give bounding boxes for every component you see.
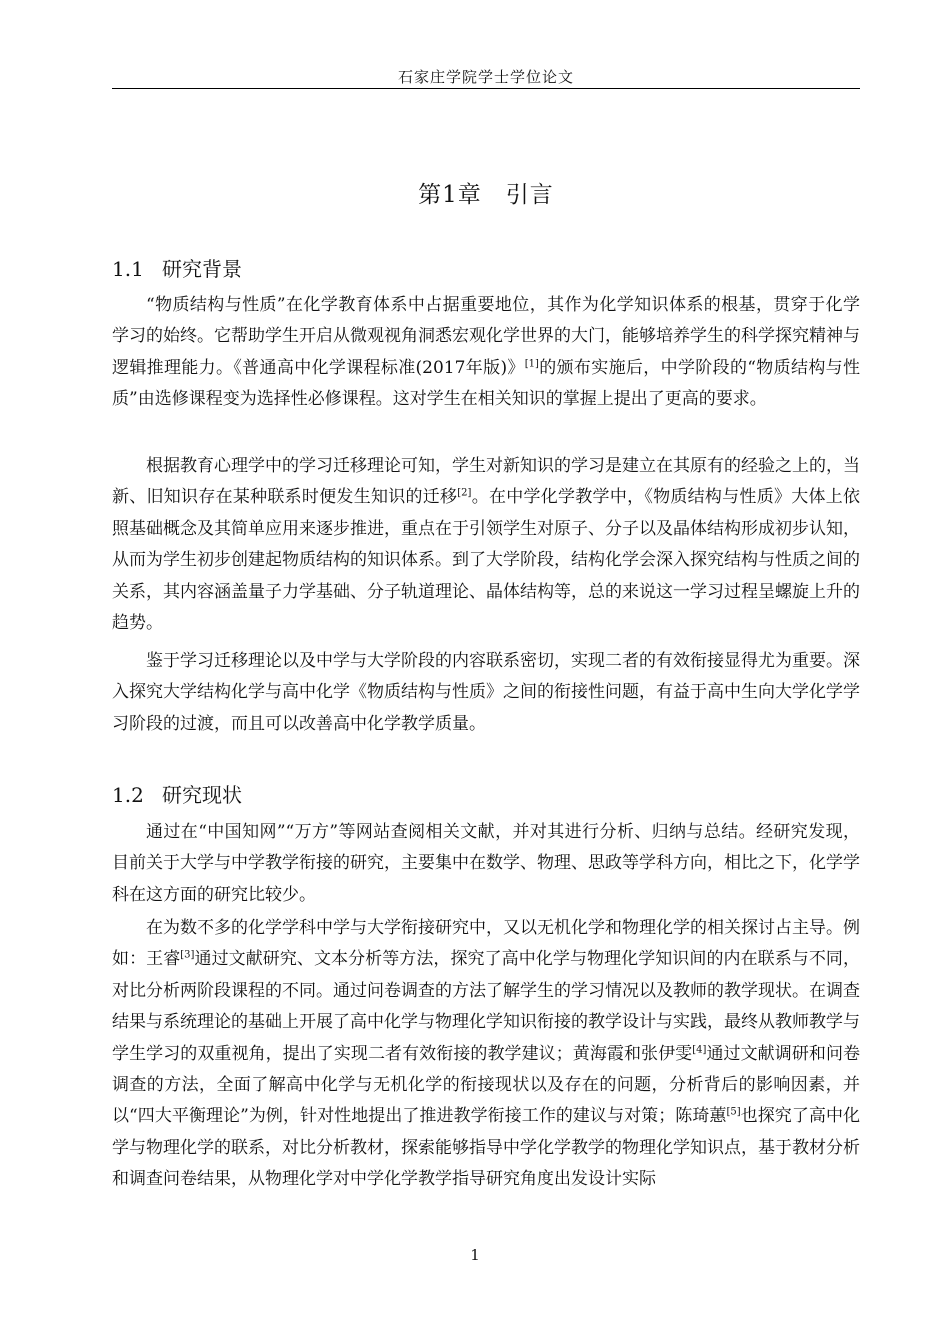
section-heading-1-1 [112,253,242,282]
page-number: 1 [470,1246,480,1264]
running-header: 石家庄学院学士学位论文 [397,68,574,86]
section-title: 研究现状 [162,783,242,807]
paragraph: 鉴于学习迁移理论以及中学与大学阶段的内容联系密切，实现二者的有效衔接显得尤为重要。深入探究大学结构化学与高中化学《物质结构与性质》之间的衔接性问题，有益于高中生向大学化学学习阶段的过渡，而且可以改善高中化学教学质量。 [112,651,860,734]
paragraph: 根据教育心理学中的学习迁移理论可知，学生对新知识的学习是建立在其原有的经验之上的，当新、旧知识存在某种联系时便发生知识的迁移[2]。在中学化学教学中，《物质结构与性质》大体上依照基础概念及其简单应用来逐步推进，重点在于引领学生对原子、分子以及晶体结构形成初步认知，从而为学生初步创建起物质结构的知识体系。到了大学阶段，结构化学会深入探究结构与性质之间的关系，其内容涵盖量子力学基础、分子轨道理论、晶体结构等，总的来说这一学习过程呈螺旋上升的趋势。 [112,456,861,634]
section-heading-1-2 [112,779,242,808]
citation-ref: [5] [726,1106,741,1118]
paragraph: 通过在“中国知网”“万方”等网站查阅相关文献，并对其进行分析、归纳与总结。经研究发现，目前关于大学与中学教学衔接的研究，主要集中在数学、物理、思政等学科方向，相比之下，化学学科在这方面的研究比较少。 [112,822,860,905]
paragraph: “物质结构与性质”在化学教育体系中占据重要地位，其作为化学知识体系的根基，贯穿于化学学习的始终。它帮助学生开启从微观视角洞悉宏观化学世界的大门，能够培养学生的科学探究精神与逻辑推理能力。《普通高中化学课程标准(2017年版)》[1]的颁布实施后，中学阶段的“物质结构与性质”由选修课程变为选择性必修课程。这对学生在相关知识的掌握上提出了更高的要求。 [112,295,860,410]
citation-ref: [2] [457,487,472,499]
citation-ref: [4] [692,1043,707,1055]
section-title: 研究背景 [162,257,242,281]
section-number: 1.2 [112,783,144,807]
citation-ref: [1] [524,358,539,370]
paragraph: 在为数不多的化学学科中学与大学衔接研究中，又以无机化学和物理化学的相关探讨占主导。例如：王睿[3]通过文献研究、文本分析等方法，探究了高中化学与物理化学知识间的内在联系与不同，对比分析两阶段课程的不同。通过问卷调查的方法了解学生的学习情况以及教师的教学现状。在调查结果与系统理论的基础上开展了高中化学与物理化学知识衔接的教学设计与实践，最终从教师教学与学生学习的双重视角，提出了实现二者有效衔接的教学建议；黄海霞和张伊雯[4]通过文献调研和问卷调查的方法，全面了解高中化学与无机化学的衔接现状以及存在的问题，分析背后的影响因素，并以“四大平衡理论”为例，针对性地提出了推进教学衔接工作的建议与对策；陈琦蕙[5]也探究了高中化学与物理化学的联系，对比分析教材，探索能够指导中学化学教学的物理化学知识点，基于教材分析和调查问卷结果，从物理化学对中学化学教学指导研究角度出发设计实际 [112,918,861,1190]
chapter-title: 第1章 引言 [418,182,554,208]
section-number: 1.1 [112,257,144,281]
citation-ref: [3] [180,949,195,961]
header-rule [112,88,860,89]
